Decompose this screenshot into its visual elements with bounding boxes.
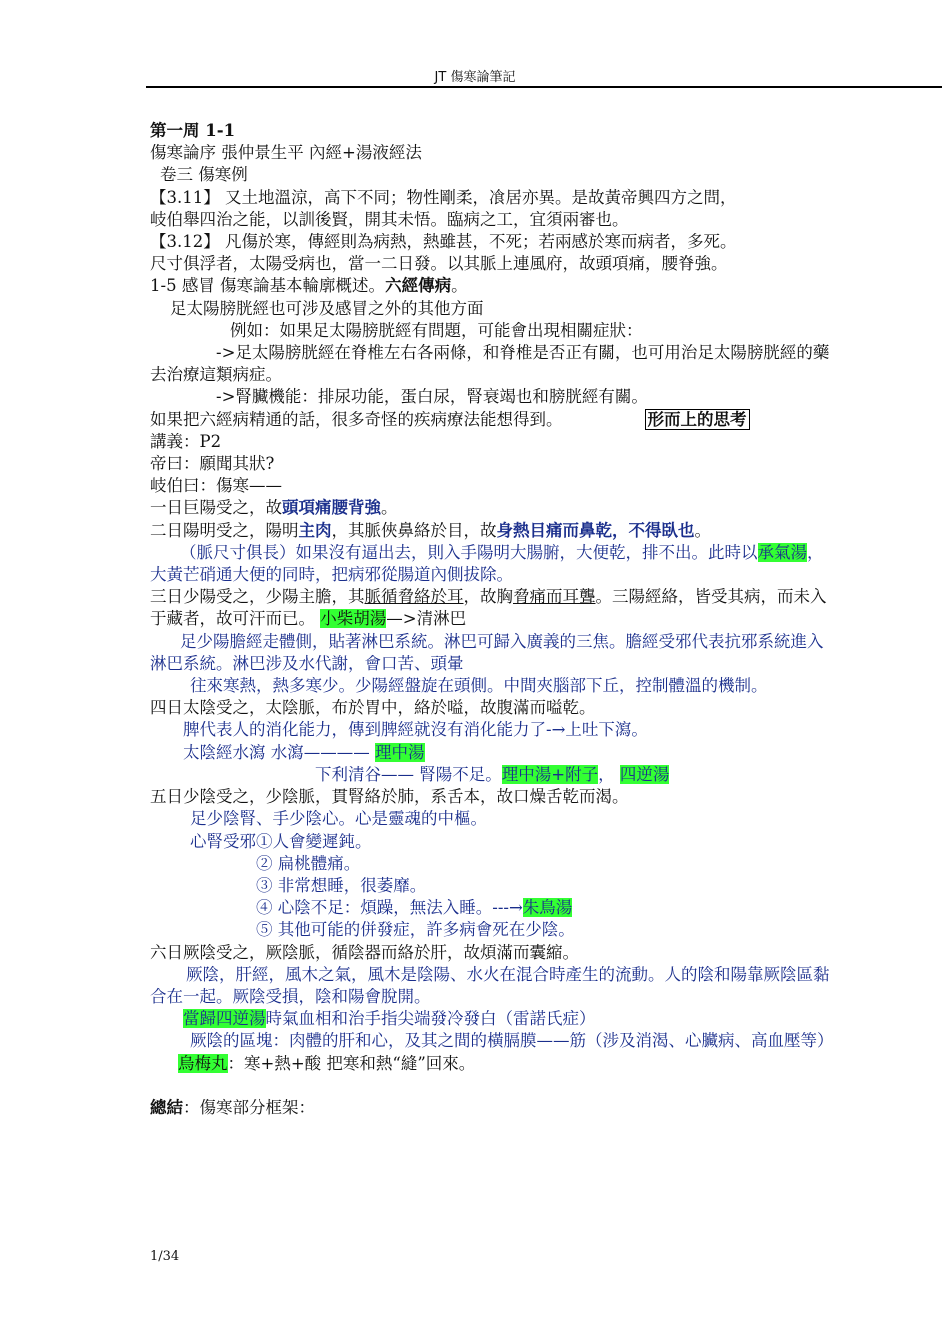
highlighted-formula: 四逆湯 [619, 764, 670, 784]
text-line [150, 1008, 940, 1030]
text-line [150, 409, 940, 431]
boxed-note: 形而上的思考 [645, 409, 750, 430]
text-span: 于藏者，故可汗而已。 [150, 609, 321, 629]
underlined-text: 脅痛而耳聾 [513, 587, 596, 607]
text-span: 如果把六經病精通的話，很多奇怪的疾病療法能想得到。 [150, 409, 563, 429]
text-line: 足少陽膽經走體側，貼著淋巴系統。淋巴可歸入廣義的三焦。膽經受邪代表抗邪系統進入 [180, 631, 824, 651]
text-span: ，故胸 [463, 587, 513, 607]
text-span: ：傷寒部分框架： [183, 1097, 315, 1117]
highlighted-formula: 理中湯+附子 [501, 764, 599, 784]
highlighted-formula: 承氣湯 [757, 542, 807, 562]
text-line: 去治療這類病症。 [150, 365, 282, 385]
text-span: 二日陽明受之，陽明 [150, 520, 299, 540]
text-line: 足少陰腎、手少陰心。心是靈魂的中樞。 [190, 809, 487, 829]
text-line: 卷三 傷寒例 [160, 165, 248, 185]
text-line [150, 897, 940, 919]
text-span: 1-5 感冒 傷寒論基本輪廓概述。 [150, 276, 386, 296]
highlighted-formula: 小柴胡湯 [320, 609, 387, 629]
text-line: 脾代表人的消化能力，傳到脾經就沒有消化能力了-→上吐下瀉。 [183, 720, 648, 740]
text-line: 例如：如果足太陽膀胱經有問題，可能會出現相關症狀： [230, 320, 643, 340]
page-header: JT 傷寒論筆記 [434, 70, 516, 85]
text-line: 岐伯舉四治之能，以訓後賢，開其未悟。臨病之工，宜須兩審也。 [150, 209, 629, 229]
page-number: 1/34 [150, 1249, 180, 1264]
highlighted-formula: 朱鳥湯 [522, 898, 573, 918]
highlighted-formula: 烏梅丸 [178, 1053, 228, 1073]
bold-blue-text: 頭項痛腰背強 [282, 498, 381, 518]
text-span: 。 [381, 498, 398, 518]
underlined-text: 脈循脅絡於耳 [364, 587, 464, 607]
text-span: （脈尺寸俱長）如果沒有逼出去，則入手陽明大腸腑，大便乾，排不出。此時以 [180, 542, 758, 562]
text-line: ->腎臟機能：排尿功能，蛋白尿，腎衰竭也和膀胱經有關。 [216, 387, 648, 407]
bold-text: 六經傳病 [385, 276, 452, 296]
text-span: ， [598, 764, 615, 784]
bold-blue-text: 主肉 [298, 520, 332, 540]
text-span: 。 [694, 520, 711, 540]
text-line: 尺寸俱浮者，太陽受病也，當一二日發。以其脈上連風府，故頭項痛，腰脊強。 [150, 254, 728, 274]
text-line: 講義：P2 [150, 431, 222, 451]
highlighted-formula: 當歸四逆湯 [183, 1009, 266, 1029]
text-line: 五日少陰受之，少陰脈，貫腎絡於肺，系舌本，故口燥舌乾而渴。 [150, 787, 629, 807]
text-line: 厥陰，肝經，風木之氣，風木是陰陽、水火在混合時產生的流動。人的陰和陽靠厥陰區黏 [186, 964, 830, 984]
text-line: ② 扁桃體痛。 [256, 853, 361, 873]
text-line: 厥陰的區塊：肉體的肝和心，及其之間的橫膈膜——筋（涉及消渴、心臟病、高血壓等） [190, 1031, 834, 1051]
text-line: 帝曰：願聞其狀? [150, 454, 275, 474]
text-span: 太陰經水瀉 水瀉———— [183, 742, 375, 762]
text-span: ④ 心陰不足：煩躁，無法入睡。---→ [256, 898, 523, 918]
text-line [150, 275, 940, 297]
text-line: 【3.11】 又土地溫涼，高下不同；物性剛柔，飡居亦異。是故黃帝興四方之問， [150, 187, 737, 207]
text-line: 淋巴系統。淋巴涉及水代謝，會口苦、頭暈 [150, 653, 464, 673]
text-span: ， [807, 542, 824, 562]
text-line [150, 497, 940, 519]
text-line: ->足太陽膀胱經在脊椎左右各兩條，和脊椎是否正有關，也可用治足太陽膀胱經的藥 [216, 343, 830, 363]
text-line: ③ 非常想睡，很萎靡。 [256, 875, 427, 895]
text-line [150, 764, 940, 786]
text-span: —>清淋巴 [386, 609, 467, 629]
text-line: 六日厥陰受之，厥陰脈，循陰器而絡於肝，故煩滿而囊縮。 [150, 942, 579, 962]
text-line: 大黃芒硝通大便的同時，把病邪從腸道內側拔除。 [150, 565, 513, 585]
text-line: ⑤ 其他可能的併發症，許多病會死在少陰。 [256, 920, 575, 940]
text-span: 。 [451, 276, 468, 296]
header-rule [146, 86, 942, 88]
text-span: 。三陽經絡，皆受其病，而未入 [595, 587, 827, 607]
text-line [150, 1053, 940, 1075]
text-line [150, 586, 940, 608]
bold-blue-text: 身熱目痛而鼻乾，不得臥也 [496, 520, 695, 540]
text-line [150, 608, 940, 630]
text-line: 往來寒熱，熱多寒少。少陽經盤旋在頭側。中間夾腦部下丘，控制體溫的機制。 [190, 676, 768, 696]
text-span: 三日少陽受之，少陽主膽，其 [150, 587, 365, 607]
text-line: 四日太陰受之，太陰脈，布於胃中，絡於嗌，故腹滿而嗌乾。 [150, 698, 596, 718]
text-line: 岐伯曰：傷寒—— [150, 476, 282, 496]
text-span: 下利清谷—— 腎陽不足。 [315, 764, 502, 784]
text-span: ：寒+熱+酸 把寒和熱“縫”回來。 [227, 1053, 476, 1073]
text-line: 傷寒論序 張仲景生平 內經+湯液經法 [150, 143, 422, 163]
text-span: ，其脈俠鼻絡於目，故 [331, 520, 497, 540]
text-span: 時氣血相和治手指尖端發冷發白（雷諾氏症） [265, 1009, 596, 1029]
text-line [150, 742, 940, 764]
text-line [150, 520, 940, 542]
text-line: 合在一起。厥陰受損，陰和陽會脫開。 [150, 986, 431, 1006]
summary-line [150, 1097, 940, 1119]
text-span: 一日巨陽受之，故 [150, 498, 282, 518]
text-line: 足太陽膀胱經也可涉及感冒之外的其他方面 [170, 298, 484, 318]
document-body [150, 120, 940, 1119]
highlighted-formula: 理中湯 [375, 742, 425, 762]
week-heading: 第一周 1-1 [150, 121, 236, 140]
text-line: 心腎受邪①人會變遲鈍。 [190, 831, 372, 851]
bold-text: 總結 [150, 1097, 183, 1117]
text-line [150, 542, 940, 564]
text-line: 【3.12】 凡傷於寒，傳經則為病熱，熱雖甚，不死；若兩感於寒而病者，多死。 [150, 232, 737, 252]
